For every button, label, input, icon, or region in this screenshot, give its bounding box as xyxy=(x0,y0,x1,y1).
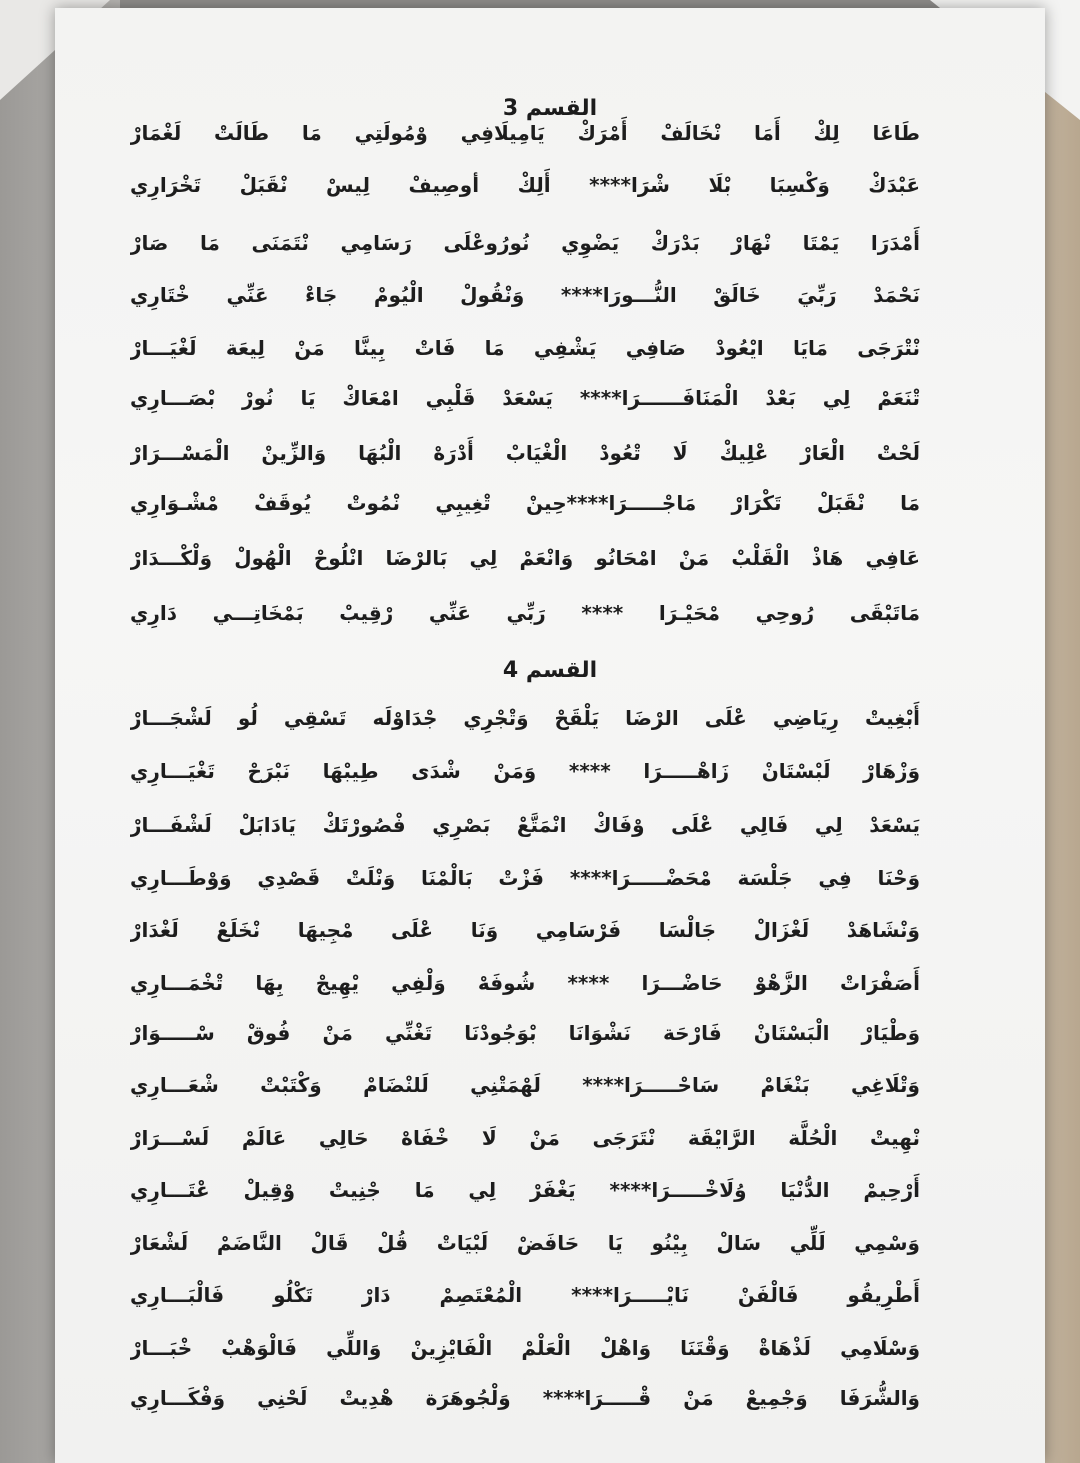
verse-line: لَحْتْ الْعَارْ عْلِيكْ لَا تْعُودْ الْغْيَابْ أَدْرَهْ الْبُهَا وَالزِّينْ الْمَسْـــرَارْ xyxy=(130,441,920,465)
verse-line: أَمْدَرَا يَمْتَا نْهَارْ بَدْرَكْ يَضْوِي نُورُوعْلَى رَسَامِي نْتَمَنَى مَا صَارْ xyxy=(130,231,920,255)
verse-line: عَافِي هَاذْ الْقَلْبْ مَنْ امْحَانُو وَانْعَمْ لِي بَالرْضَا انْلُوحْ الْهُولْ وَلْكْـــدَارْ xyxy=(130,546,920,570)
verse-line: وَزْهَارْ لَبْسْتَانْ زَاهْـــــرَا **** وَمَنْ شْدَى طِيبْهَا نَبْرَحْ تَغْيَـــارِي xyxy=(130,759,920,783)
verse-line: أَبْغِيتْ رِيَاضِي عْلَى الرْضَا يَلْقَحْ وَتْجْرِي جْدَاوْلَه تَسْقِي لُو لَشْجَـــارْ xyxy=(130,706,920,730)
verse-line: وَالشُّرَفَا وَجْمِيعْ مَنْ قْـــــرَا**** وَلْجُوهَرَة هْدِيتْ لَحْنِي وَفْكَـــارِي xyxy=(130,1386,920,1410)
verse-line: أَصَفْرَاتْ الزَّهْوْ حَاضْـــرَا **** شُوفَهْ وَلْفِي يْهِيجْ بِهَا تْخْمَـــارِي xyxy=(130,971,920,995)
verse-line: مَا نْقَبَلْ تَكْرَارْ مَاجْـــــرَا****حِينْ تْغِيبِي نْمُوتْ يُوقَفْ مْشْـوَارِي xyxy=(130,491,920,515)
verse-line: وَطْيَارْ الْبَسْتَانْ فَارْحَة نَشْوَانَا بْوَجُودْنَا تَغْنِّي مَنْ فُوقْ سْـــــوَارْ xyxy=(130,1021,920,1045)
verse-line: أَرْحِيمْ الدُّنْيَا وُلَاخْـــــرَا**** يَغْفَرْ لِي مَا جْنِيتْ وْقِيلْ عْتَـــارِي xyxy=(130,1178,920,1202)
section-3-title: القسم 3 xyxy=(502,96,598,121)
section-4-title: القسم 4 xyxy=(502,658,598,683)
verse-line: وَسْمِي لَلِّي سَالْ بِيْنُو يَا حَافَضْ لَبْيَاتْ قُلْ قَالْ النَّاضَمْ لَشْعَارْ xyxy=(130,1231,920,1255)
verse-line: عَبْدَكْ وَكْسِبَا بْلَا شْرَا**** أَلِكْ أوصِيفْ لِيسْ نْقَبَلْ تَخْرَارِي xyxy=(130,173,920,197)
document-page xyxy=(55,8,1045,1463)
verse-line: وَتْلَاغِي بَنْغَامْ سَاحْـــــرَا**** لَهْمَتْنِي لَلنْضَامْ وَكْتَبْتْ شْعَـــارِي xyxy=(130,1073,920,1097)
verse-line: مَاتَبْقَى رُوحِي مْحَيْـرَا **** رَبِّي عَنِّي رْقِيبْ بَمْخَاتِـــي دَارِي xyxy=(130,601,920,625)
verse-line: وَحْنَا فِي جَلْسَة مْحَضْـــــرَا**** فَزْتْ بَالْمْنَا وَنْلَتْ قَصْدِي وَوْطَـــارِي xyxy=(130,866,920,890)
verse-line: وَسْلَامِي لَذْهَاةْ وَقْتَنَا وَاهْلْ الْعَلْمْ الْفَايْزِينْ وَاللِّي فَالْوَهْبْ خْبَـــارْ xyxy=(130,1336,920,1360)
verse-line: تْنَعَمْ لِي بَعْدْ الْمَنَافَــــــرَا**** يَسْعَدْ قَلْبِي امْعَاكْ يَا نُورْ بْصَـــارِي xyxy=(130,386,920,410)
verse-line: نْهِيتْ الْحُلَّة الرَّايْقَة نْتَرَجَى مَنْ لَا خْفَاهْ حَالِي عَالَمْ لَسْـــرَارْ xyxy=(130,1126,920,1150)
verse-line: وَنْشَاهَدْ لَغْزَالْ جَالْسَا فَرْسَامِي وَنَا عْلَى مْجِيهَا نْخَلَعْ لَغْدَارْ xyxy=(130,918,920,942)
verse-line: نَحْمَدْ رَبِّيَ خَالَقْ النُّـــورَا**** وَنْقُولْ الْيُومْ جَاءْ عَنِّي خْتَارِي xyxy=(130,283,920,307)
verse-line: أَطْرِيقُو فَالْفَنْ نَايْـــــرَا**** الْمُعْتَصِمْ دَارْ تَكْلُو فَالْبَـــارِي xyxy=(130,1283,920,1307)
verse-line: يَسْعَدْ لِي فَالِي عْلَى وْفَاكْ انْمَتَّعْ بَصْرِي فْصُورْتَكْ يَادَابَلْ لَشْفَـــارْ xyxy=(130,813,920,837)
verse-line: طَاعَا لِكْ أَمَا نْخَالَفْ أَمْرَكْ يَامِيلَافِي وْمُولَتِي مَا طَالَتْ لَغْمَارْ xyxy=(130,121,920,145)
verse-line: نْتْرَجَى مَايَا ايْعُودْ صَافِي يَشْفِي مَا فَاتْ بِينَّا مَنْ لِيعَة لَغْيَـــارْ xyxy=(130,336,920,360)
